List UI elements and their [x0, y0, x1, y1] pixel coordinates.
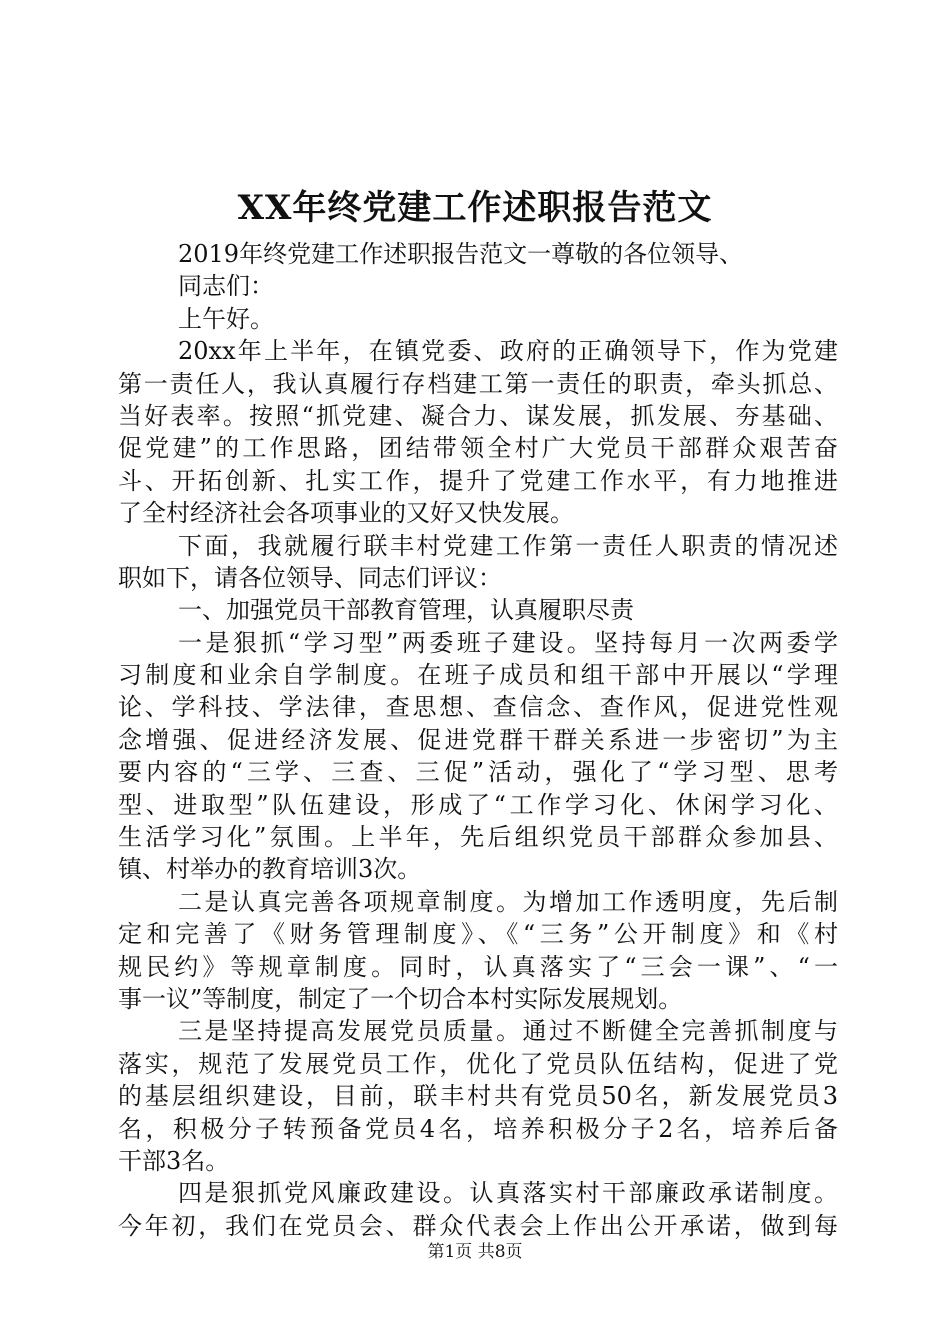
paragraph-line: 第一责任人，我认真履行存档建工第一责任的职责，牵头抓总、 [118, 369, 838, 398]
section-heading: 一、加强党员干部教育管理，认真履职尽责 [178, 596, 634, 625]
paragraph-line: 当好表率。按照“抓党建、凝合力、谋发展，抓发展、夯基础、 [118, 401, 838, 430]
paragraph-line: 促党建”的工作思路，团结带领全村广大党员干部群众艰苦奋 [118, 434, 838, 463]
paragraph-line: 生活学习化”氛围。上半年，先后组织党员干部群众参加县、 [118, 823, 838, 852]
paragraph-line: 要内容的“三学、三查、三促”活动，强化了“学习型、思考 [118, 758, 838, 787]
paragraph-line: 三是坚持提高发展党员质量。通过不断健全完善抓制度与 [178, 1017, 838, 1046]
paragraph-line: 型、进取型”队伍建设，形成了“工作学习化、休闲学习化、 [118, 790, 838, 819]
paragraph-line: 2019年终党建工作述职报告范文一尊敬的各位领导、 [178, 240, 744, 268]
paragraph-line: 定和完善了《财务管理制度》、《“三务”公开制度》和《村 [118, 920, 838, 949]
paragraph-line: 同志们： [178, 272, 274, 301]
paragraph-line: 20xx年上半年，在镇党委、政府的正确领导下，作为党建 [178, 337, 838, 366]
paragraph-line: 一是狠抓“学习型”两委班子建设。坚持每月一次两委学 [178, 628, 838, 657]
paragraph-line: 的基层组织建设，目前，联丰村共有党员50名，新发展党员3 [118, 1082, 838, 1111]
document-title: XX年终党建工作述职报告范文 [237, 188, 713, 228]
paragraph-line: 斗、开拓创新、扎实工作，提升了党建工作水平，有力地推进 [118, 466, 838, 495]
paragraph-line: 事一议”等制度，制定了一个切合本村实际发展规划。 [118, 984, 683, 1013]
paragraph-line: 四是狠抓党风廉政建设。认真落实村干部廉政承诺制度。 [178, 1179, 838, 1208]
paragraph-line: 镇、村举办的教育培训3次。 [118, 855, 422, 884]
paragraph-line: 上午好。 [178, 304, 274, 333]
paragraph-line: 今年初，我们在党员会、群众代表会上作出公开承诺，做到每 [118, 1211, 838, 1240]
paragraph-line: 论、学科技、学法律，查思想、查信念、查作风，促进党性观 [118, 693, 838, 722]
paragraph-line: 念增强、促进经济发展、促进党群干群关系进一步密切”为主 [118, 725, 838, 754]
paragraph-line: 规民约》等规章制度。同时，认真落实了“三会一课”、“一 [118, 952, 838, 981]
paragraph-line: 二是认真完善各项规章制度。为增加工作透明度，先后制 [178, 887, 838, 916]
paragraph-line: 习制度和业余自学制度。在班子成员和组干部中开展以“学理 [118, 661, 838, 690]
page-footer: 第1页 共8页 [427, 1242, 523, 1262]
paragraph-line: 落实，规范了发展党员工作，优化了党员队伍结构，促进了党 [118, 1049, 838, 1078]
paragraph-line: 职如下，请各位领导、同志们评议： [118, 563, 502, 592]
paragraph-line: 了全村经济社会各项事业的又好又快发展。 [118, 499, 574, 528]
document-body [118, 238, 838, 1242]
paragraph-line: 下面，我就履行联丰村党建工作第一责任人职责的情况述 [178, 531, 838, 560]
paragraph-line: 名，积极分子转预备党员4名，培养积极分子2名，培养后备 [118, 1114, 838, 1143]
paragraph-line: 干部3名。 [118, 1146, 230, 1175]
